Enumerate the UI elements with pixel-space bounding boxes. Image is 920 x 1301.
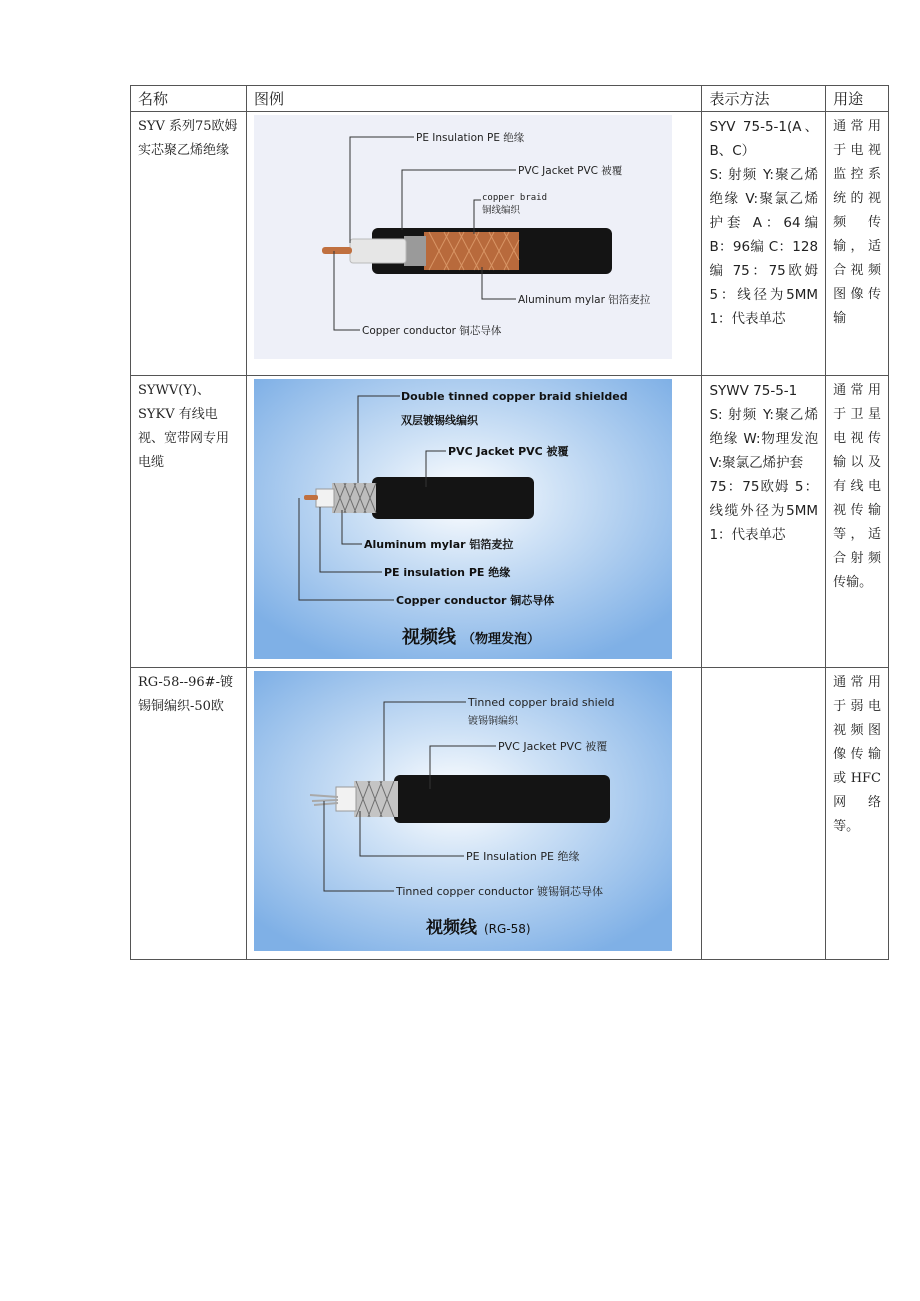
caption-sub: （物理发泡） xyxy=(462,632,541,647)
label-braid-cn: 镀锡铜编织 xyxy=(468,716,519,727)
notation-method: SYV 75-5-1(A、B、C） S: 射频 Y:聚乙烯绝缘 V:聚氯乙烯护套 A：64编 B：96编 C：128编 75：75欧姆 5：线径为5MM 1：代表单芯 xyxy=(702,112,826,376)
caption-sub: (RG-58) xyxy=(484,922,531,936)
usage-text: 通常用于电视监控系统的视频传输，适合视频图像传输 xyxy=(826,112,889,376)
cable-spec-table xyxy=(130,85,889,960)
header-name: 名称 xyxy=(131,86,247,112)
cable-diagram-rg58 xyxy=(254,671,672,951)
label-aluminum-mylar: Aluminum mylar 铝箔麦拉 xyxy=(364,538,514,551)
label-braid-en: Tinned copper braid shield xyxy=(468,696,615,709)
label-pe-insulation: PE insulation PE 绝缘 xyxy=(384,566,511,579)
label-pvc-jacket: PVC Jacket PVC 被覆 xyxy=(448,445,569,458)
cable-diagram-sywv xyxy=(254,379,672,659)
pe-insulation xyxy=(316,489,334,507)
caption-main: 视频线 xyxy=(402,627,457,648)
pe-insulation xyxy=(350,239,406,263)
cable-name: SYWV(Y)、SYKV 有线电视、宽带网专用电缆 xyxy=(131,376,247,668)
label-pvc-jacket: PVC Jacket PVC 被覆 xyxy=(498,740,608,753)
cable-name: SYV 系列75欧姆实芯聚乙烯绝缘 xyxy=(131,112,247,376)
usage-text: 通常用于弱电视频图像传输或 HFC 网络等。 xyxy=(826,668,889,960)
label-copper-braid-en: copper braid xyxy=(482,193,548,203)
copper-conductor xyxy=(322,247,352,254)
caption-main: 视频线 xyxy=(426,918,478,938)
header-usage: 用途 xyxy=(826,86,889,112)
label-pe-insulation: PE Insulation PE 绝缘 xyxy=(466,850,580,863)
notation-method xyxy=(702,668,826,960)
cable-name: RG-58--96#-镀锡铜编织-50欧 xyxy=(131,668,247,960)
table-row xyxy=(131,668,889,960)
copper-conductor xyxy=(304,495,318,500)
figure-cell xyxy=(247,112,702,376)
label-copper-braid-cn: 铜线编织 xyxy=(482,205,521,216)
pe-insulation xyxy=(336,787,356,811)
label-copper-conductor: Copper conductor 铜芯导体 xyxy=(362,325,502,337)
label-tinned-conductor: Tinned copper conductor 镀锡铜芯导体 xyxy=(396,885,604,898)
header-method: 表示方法 xyxy=(702,86,826,112)
aluminum-mylar xyxy=(404,236,426,266)
cable-diagram-syv xyxy=(254,115,672,359)
label-braid-cn: 双层镀锡线编织 xyxy=(401,414,479,427)
label-copper-conductor: Copper conductor 铜芯导体 xyxy=(396,594,555,607)
figure-cell xyxy=(247,668,702,960)
header-figure: 图例 xyxy=(247,86,702,112)
figure-cell xyxy=(247,376,702,668)
table-header-row xyxy=(131,86,889,112)
label-aluminum-mylar: Aluminum mylar 铝箔麦拉 xyxy=(518,294,651,306)
copper-braid xyxy=(424,232,519,270)
label-pvc-jacket: PVC Jacket PVC 被覆 xyxy=(518,165,623,177)
pvc-jacket xyxy=(394,775,610,823)
table-row xyxy=(131,112,889,376)
pvc-jacket xyxy=(372,477,534,519)
usage-text: 通常用于卫星电视传输以及有线电视传输等，适合射频传输。 xyxy=(826,376,889,668)
notation-method: SYWV 75-5-1 S: 射频 Y:聚乙烯绝缘 W:物理发泡 V:聚氯乙烯护套 75：75欧姆 5：线缆外径为5MM 1：代表单芯 xyxy=(702,376,826,668)
label-braid-en: Double tinned copper braid shielded xyxy=(401,390,628,403)
label-pe-insulation: PE Insulation PE 绝缘 xyxy=(416,132,525,144)
table-row xyxy=(131,376,889,668)
